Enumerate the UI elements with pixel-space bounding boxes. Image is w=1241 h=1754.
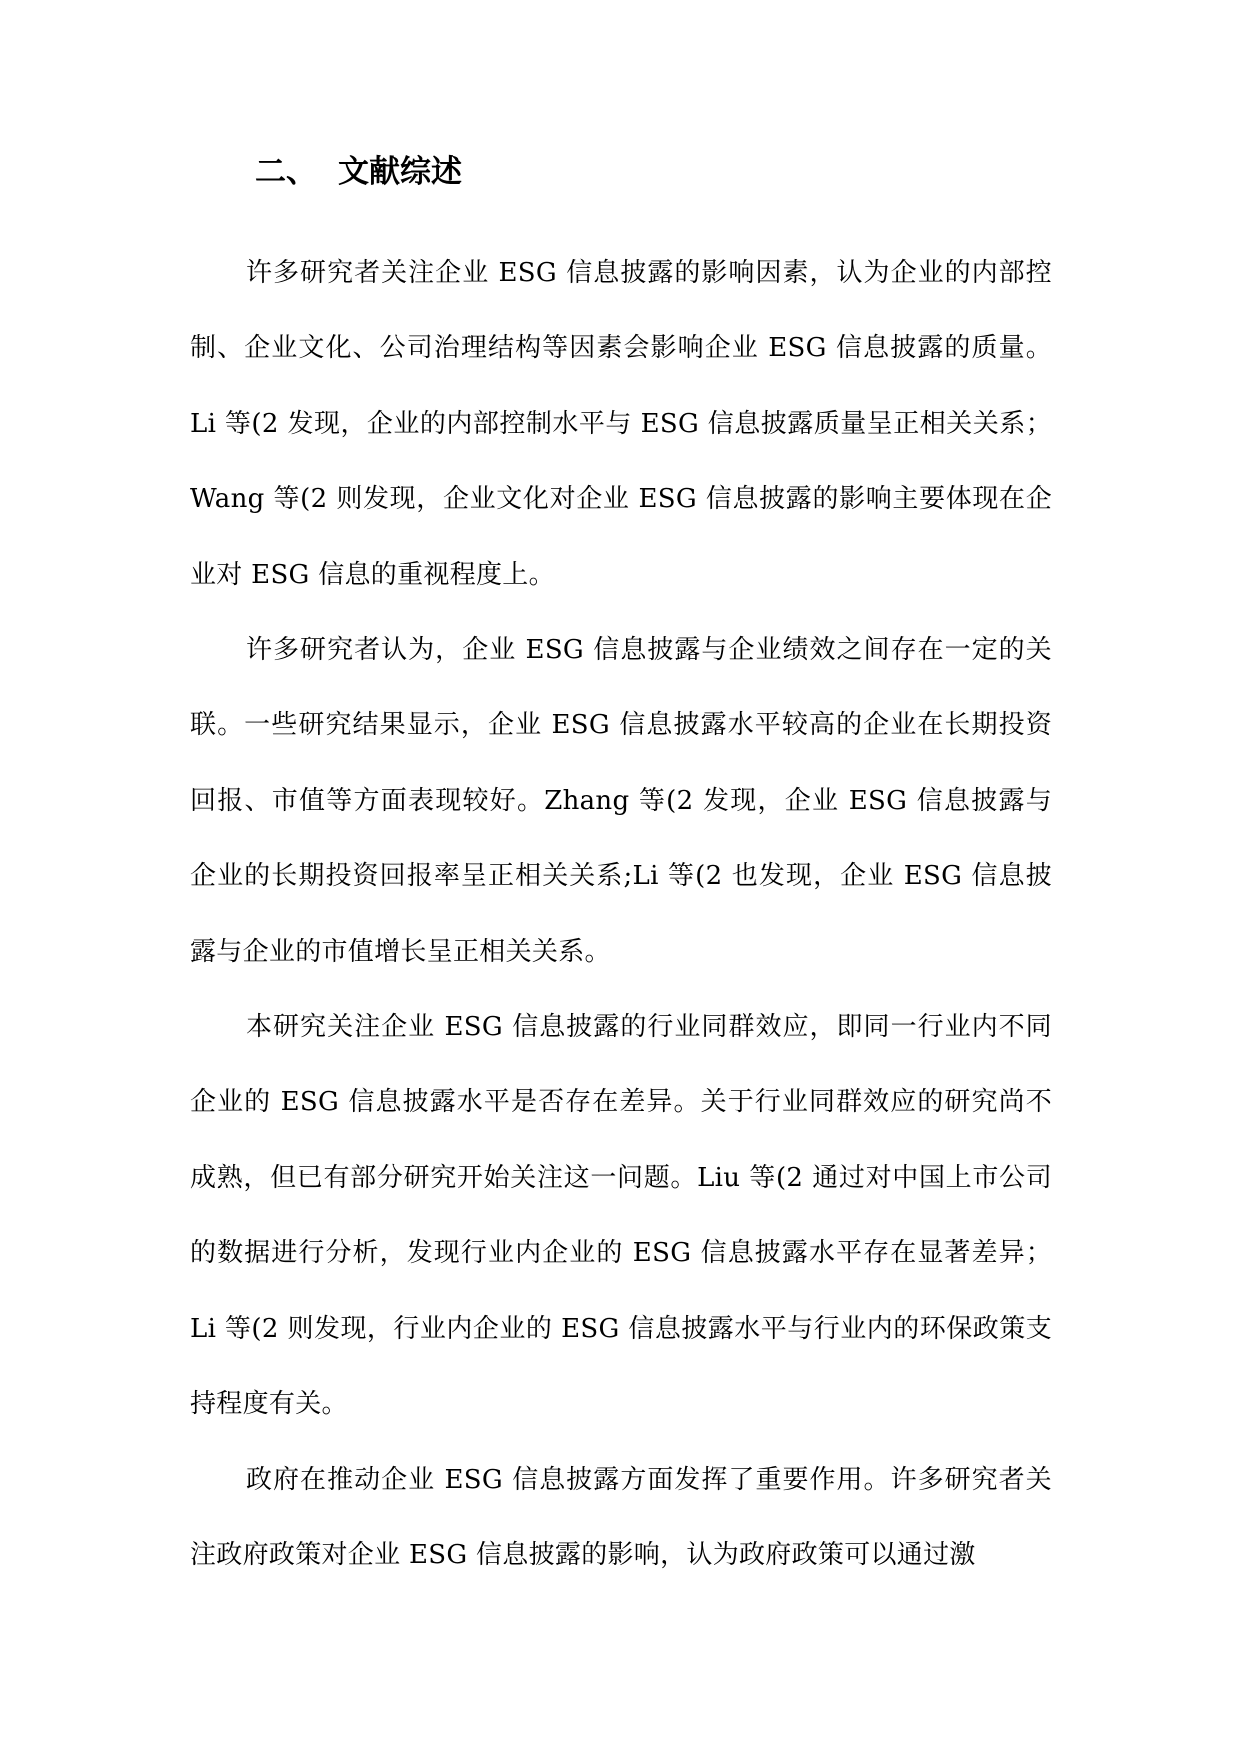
paragraph-influencing-factors: 许多研究者关注企业 ESG 信息披露的影响因素，认为企业的内部控制、企业文化、公司治理结构等因素会影响企业 ESG 信息披露的质量。Li 等(2 发现，企业的内部控制水平与 ESG 信息披露质量呈正相关关系；Wang 等(2 则发现，企业文化对企业 ESG 信息披露的影响主要体现在企业对 ESG 信息的重视程度上。 <box>190 258 1052 590</box>
paragraph-peer-effect: 本研究关注企业 ESG 信息披露的行业同群效应，即同一行业内不同企业的 ESG 信息披露水平是否存在差异。关于行业同群效应的研究尚不成熟，但已有部分研究开始关注这一问题。Liu 等(2 通过对中国上市公司的数据进行分析，发现行业内企业的 ESG 信息披露水平存在显著差异；Li 等(2 则发现，行业内企业的 ESG 信息披露水平与行业内的环保政策支持程度有关。 <box>190 1012 1052 1420</box>
section-heading <box>255 150 462 194</box>
section-number: 二、 <box>255 154 317 190</box>
paragraph-performance: 许多研究者认为，企业 ESG 信息披露与企业绩效之间存在一定的关联。一些研究结果显示，企业 ESG 信息披露水平较高的企业在长期投资回报、市值等方面表现较好。Zhang 等(2 发现，企业 ESG 信息披露与企业的长期投资回报率呈正相关关系;Li 等(2 也发现，企业 ESG 信息披露与企业的市值增长呈正相关关系。 <box>190 635 1052 967</box>
paragraph-government-policy: 政府在推动企业 ESG 信息披露方面发挥了重要作用。许多研究者关注政府政策对企业 ESG 信息披露的影响，认为政府政策可以通过激 <box>190 1464 1052 1570</box>
body-text <box>190 236 1052 1593</box>
section-title: 文献综述 <box>338 154 462 190</box>
